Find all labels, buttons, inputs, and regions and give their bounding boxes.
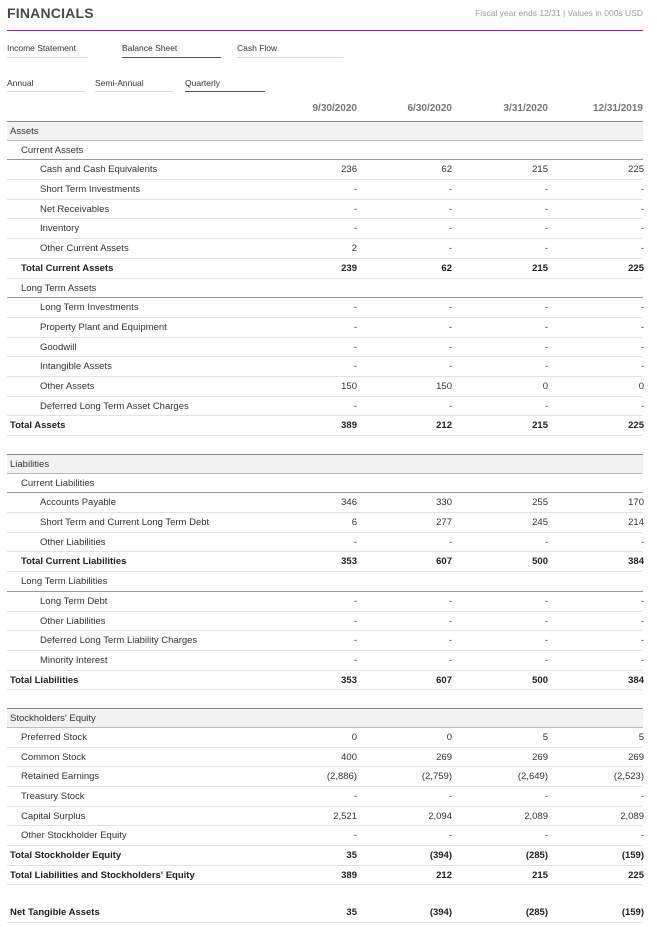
- row-label: Total Stockholder Equity: [10, 850, 122, 862]
- table-row: [7, 807, 643, 827]
- row-value: -: [448, 184, 452, 196]
- row-value: -: [448, 223, 452, 235]
- row-value: -: [353, 635, 357, 647]
- row-value: -: [353, 361, 357, 373]
- row-value: -: [640, 654, 644, 666]
- tab-balance-sheet[interactable]: Balance Sheet: [122, 41, 221, 58]
- total-row: [7, 846, 643, 866]
- period-semi-annual[interactable]: Semi-Annual: [95, 76, 173, 92]
- row-value: 5: [638, 731, 644, 743]
- table-spacer: [7, 690, 643, 708]
- row-value: 35: [346, 850, 357, 862]
- row-label: Assets: [10, 126, 39, 137]
- row-label: Long Term Investments: [40, 302, 139, 314]
- subsection-header-row: [7, 141, 643, 161]
- row-label: Goodwill: [40, 341, 77, 353]
- statement-tabs: [7, 41, 343, 58]
- table-row: [7, 180, 643, 200]
- table-spacer: [7, 436, 643, 454]
- row-label: Capital Surplus: [21, 810, 86, 822]
- row-label: Intangible Assets: [40, 361, 112, 373]
- column-header: 12/31/2019: [592, 103, 643, 114]
- table-row: [7, 200, 643, 220]
- table-spacer: [7, 885, 643, 903]
- row-value: 607: [436, 556, 452, 568]
- row-value: -: [544, 654, 548, 666]
- total-row: [7, 552, 643, 572]
- table-row: [7, 612, 643, 632]
- row-label: Short Term and Current Long Term Debt: [40, 517, 210, 529]
- total-row: [7, 259, 643, 279]
- row-value: -: [640, 341, 644, 353]
- row-value: 0: [542, 380, 548, 392]
- row-label: Cash and Cash Equivalents: [40, 164, 158, 176]
- row-value: -: [353, 615, 357, 627]
- row-value: -: [640, 223, 644, 235]
- row-value: -: [448, 791, 452, 802]
- row-value: -: [353, 791, 357, 802]
- row-value: 215: [532, 164, 548, 176]
- row-label: Total Liabilities and Stockholders' Equity: [10, 869, 195, 881]
- row-value: (285): [525, 907, 548, 919]
- row-value: 384: [628, 674, 644, 686]
- row-value: (394): [429, 907, 452, 919]
- table-row: [7, 592, 643, 612]
- row-value: 215: [532, 262, 548, 274]
- column-header: 3/31/2020: [503, 103, 548, 114]
- row-value: 2,089: [524, 810, 548, 822]
- table-row: [7, 160, 643, 180]
- row-value: (2,886): [326, 771, 357, 783]
- row-value: 0: [351, 731, 357, 743]
- row-value: 607: [436, 674, 452, 686]
- period-quarterly[interactable]: Quarterly: [185, 76, 265, 92]
- table-row: [7, 357, 643, 377]
- row-label: Minority Interest: [40, 654, 108, 666]
- table-row: [7, 219, 643, 239]
- row-label: Current Assets: [21, 144, 84, 156]
- page-header: [7, 4, 643, 31]
- row-value: 269: [628, 751, 644, 763]
- fiscal-year-note: Fiscal year ends 12/31 | Values in 000s USD: [475, 8, 643, 18]
- row-value: -: [544, 400, 548, 412]
- total-row: [7, 866, 643, 886]
- row-value: 245: [532, 517, 548, 529]
- row-label: Other Stockholder Equity: [21, 830, 127, 842]
- row-value: -: [353, 321, 357, 333]
- row-value: -: [640, 361, 644, 373]
- row-label: Other Liabilities: [40, 536, 106, 548]
- row-value: 330: [436, 497, 452, 509]
- row-value: -: [353, 400, 357, 412]
- row-value: -: [448, 243, 452, 255]
- row-value: -: [640, 635, 644, 647]
- row-value: 236: [341, 164, 357, 176]
- row-value: 400: [341, 751, 357, 763]
- total-row: [7, 671, 643, 691]
- row-value: 215: [532, 869, 548, 881]
- section-header-row: [7, 121, 643, 141]
- row-value: -: [640, 536, 644, 548]
- row-value: 214: [628, 517, 644, 529]
- row-value: 269: [436, 751, 452, 763]
- row-value: 225: [628, 869, 644, 881]
- period-tabs: [7, 76, 265, 92]
- row-label: Stockholders' Equity: [10, 713, 96, 725]
- row-value: -: [353, 595, 357, 607]
- row-value: 2: [351, 243, 357, 255]
- page-title: FINANCIALS: [7, 5, 94, 21]
- row-value: -: [544, 595, 548, 607]
- row-label: Long Term Debt: [40, 595, 108, 607]
- row-value: 215: [532, 420, 548, 432]
- row-value: (159): [621, 907, 644, 919]
- row-value: -: [640, 791, 644, 802]
- column-headers: [0, 103, 657, 119]
- table-row: [7, 631, 643, 651]
- row-value: -: [448, 302, 452, 314]
- row-value: -: [353, 341, 357, 353]
- row-value: -: [448, 830, 452, 842]
- row-value: (2,649): [517, 771, 548, 783]
- row-value: 35: [346, 907, 357, 919]
- table-row: [7, 728, 643, 748]
- row-value: 6: [351, 517, 357, 529]
- row-value: -: [544, 635, 548, 647]
- total-row: [7, 416, 643, 436]
- row-label: Inventory: [40, 223, 80, 235]
- row-value: -: [353, 654, 357, 666]
- row-value: 353: [341, 556, 357, 568]
- row-value: 170: [628, 497, 644, 509]
- row-value: -: [353, 830, 357, 842]
- row-value: 2,521: [333, 810, 357, 822]
- row-value: -: [544, 341, 548, 353]
- table-row: [7, 513, 643, 533]
- tab-income-statement[interactable]: Income Statement: [7, 41, 88, 58]
- row-value: -: [544, 615, 548, 627]
- row-value: -: [640, 830, 644, 842]
- row-value: 346: [341, 497, 357, 509]
- row-value: -: [544, 223, 548, 235]
- row-value: 5: [542, 731, 548, 743]
- subsection-header-row: [7, 279, 643, 299]
- table-row: [7, 767, 643, 787]
- row-value: 150: [341, 380, 357, 392]
- row-value: 212: [436, 420, 452, 432]
- row-value: -: [544, 536, 548, 548]
- row-value: 62: [441, 262, 452, 274]
- row-label: Preferred Stock: [21, 731, 87, 743]
- row-value: 212: [436, 869, 452, 881]
- row-label: Deferred Long Term Liability Charges: [40, 635, 198, 647]
- section-header-row: [7, 708, 643, 728]
- row-value: 225: [628, 420, 644, 432]
- row-value: 2,089: [620, 810, 644, 822]
- subsection-header-row: [7, 572, 643, 592]
- table-row: [7, 239, 643, 259]
- row-value: -: [544, 361, 548, 373]
- row-value: (2,759): [421, 771, 452, 783]
- tab-cash-flow[interactable]: Cash Flow: [237, 41, 343, 58]
- row-label: Total Current Assets: [21, 262, 114, 274]
- subsection-header-row: [7, 474, 643, 494]
- row-value: 500: [532, 674, 548, 686]
- row-value: (2,523): [613, 771, 644, 783]
- row-value: -: [544, 184, 548, 196]
- row-value: -: [448, 341, 452, 353]
- row-value: -: [448, 635, 452, 647]
- column-header: 6/30/2020: [407, 103, 452, 114]
- table-row: [7, 338, 643, 358]
- row-label: Treasury Stock: [21, 791, 85, 802]
- row-value: -: [544, 302, 548, 314]
- table-row: [7, 826, 643, 846]
- row-value: 500: [532, 556, 548, 568]
- row-value: 0: [638, 380, 644, 392]
- row-value: -: [448, 654, 452, 666]
- table-row: [7, 397, 643, 417]
- row-value: 277: [436, 517, 452, 529]
- row-value: (159): [621, 850, 644, 862]
- row-value: -: [544, 791, 548, 802]
- row-label: Total Assets: [10, 420, 66, 432]
- row-value: (285): [525, 850, 548, 862]
- balance-sheet-table: [7, 121, 643, 923]
- row-value: -: [448, 615, 452, 627]
- table-row: [7, 787, 643, 807]
- row-value: -: [448, 203, 452, 215]
- row-value: -: [544, 243, 548, 255]
- row-value: 269: [532, 751, 548, 763]
- row-label: Total Liabilities: [10, 674, 79, 686]
- table-row: [7, 298, 643, 318]
- row-value: 389: [341, 420, 357, 432]
- row-value: 150: [436, 380, 452, 392]
- row-value: (394): [429, 850, 452, 862]
- row-value: -: [640, 595, 644, 607]
- row-label: Property Plant and Equipment: [40, 321, 167, 333]
- row-value: -: [544, 321, 548, 333]
- row-value: -: [353, 536, 357, 548]
- row-value: -: [544, 830, 548, 842]
- row-value: 62: [441, 164, 452, 176]
- table-row: [7, 318, 643, 338]
- row-label: Accounts Payable: [40, 497, 117, 509]
- row-value: -: [640, 615, 644, 627]
- row-value: -: [448, 400, 452, 412]
- row-label: Deferred Long Term Asset Charges: [40, 400, 189, 412]
- row-value: -: [640, 243, 644, 255]
- row-label: Long Term Liabilities: [21, 576, 108, 588]
- row-value: -: [640, 321, 644, 333]
- row-label: Common Stock: [21, 751, 86, 763]
- row-label: Net Tangible Assets: [10, 907, 100, 919]
- row-value: -: [544, 203, 548, 215]
- row-label: Total Current Liabilities: [21, 556, 127, 568]
- table-row: [7, 493, 643, 513]
- row-value: -: [448, 536, 452, 548]
- row-value: -: [353, 302, 357, 314]
- row-value: 0: [446, 731, 452, 743]
- row-value: 225: [628, 262, 644, 274]
- row-value: 255: [532, 497, 548, 509]
- row-value: -: [640, 203, 644, 215]
- row-label: Retained Earnings: [21, 771, 100, 783]
- table-row: [7, 533, 643, 553]
- row-label: Net Receivables: [40, 203, 110, 215]
- row-label: Other Liabilities: [40, 615, 106, 627]
- row-label: Other Assets: [40, 380, 95, 392]
- row-value: -: [353, 203, 357, 215]
- row-label: Liabilities: [10, 459, 50, 470]
- total-row: [7, 903, 643, 923]
- row-value: 389: [341, 869, 357, 881]
- table-row: [7, 748, 643, 768]
- table-row: [7, 377, 643, 397]
- row-label: Short Term Investments: [40, 184, 141, 196]
- row-value: 384: [628, 556, 644, 568]
- row-value: 2,094: [428, 810, 452, 822]
- row-label: Other Current Assets: [40, 243, 129, 255]
- row-value: -: [640, 184, 644, 196]
- row-value: 225: [628, 164, 644, 176]
- row-value: -: [353, 223, 357, 235]
- column-header: 9/30/2020: [312, 103, 357, 114]
- section-header-row: [7, 454, 643, 474]
- row-value: -: [640, 400, 644, 412]
- row-label: Current Liabilities: [21, 477, 95, 489]
- row-value: -: [448, 361, 452, 373]
- table-row: [7, 651, 643, 671]
- row-value: -: [448, 321, 452, 333]
- period-annual[interactable]: Annual: [7, 76, 85, 92]
- row-value: 239: [341, 262, 357, 274]
- row-value: -: [353, 184, 357, 196]
- row-label: Long Term Assets: [21, 282, 97, 294]
- row-value: -: [640, 302, 644, 314]
- row-value: 353: [341, 674, 357, 686]
- row-value: -: [448, 595, 452, 607]
